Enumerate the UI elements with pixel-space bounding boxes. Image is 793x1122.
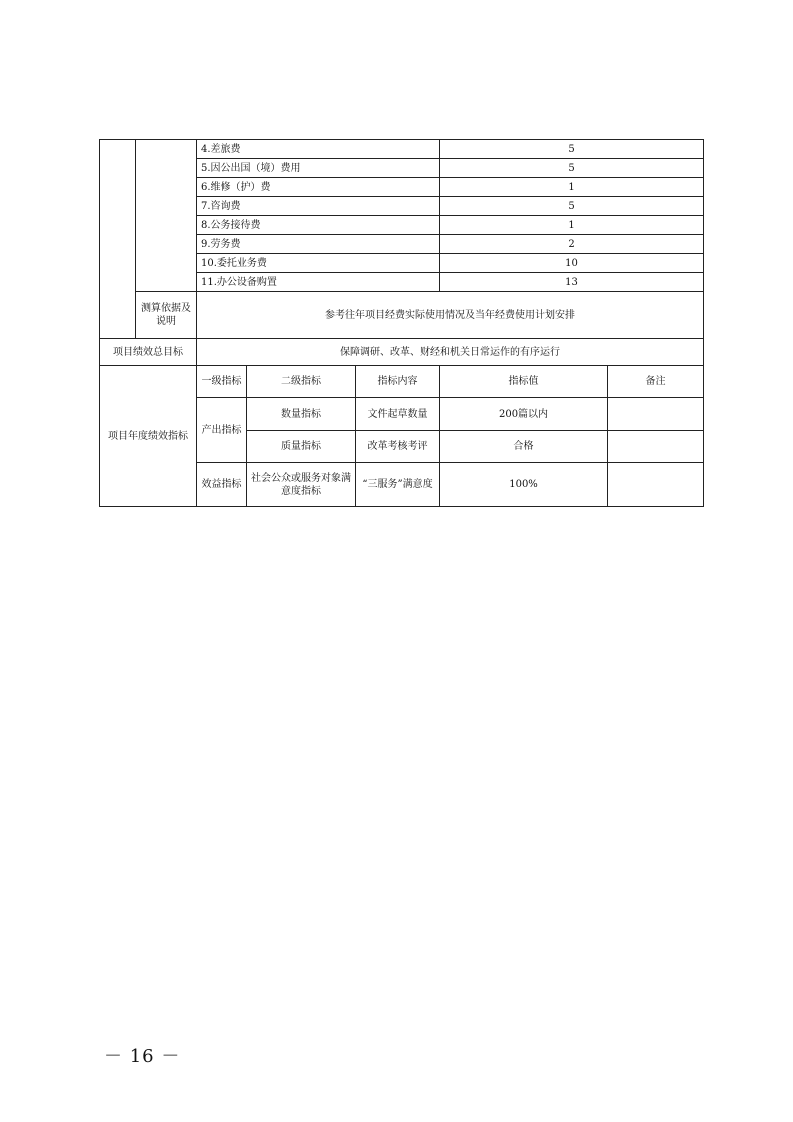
expense-item-name: 11.办公设备购置	[197, 273, 440, 292]
output-indicator-label: 产出指标	[197, 398, 247, 463]
level2-indicator: 数量指标	[247, 398, 356, 431]
expense-item-value: 1	[440, 216, 704, 235]
expense-item-value: 5	[440, 140, 704, 159]
expense-item-value: 5	[440, 159, 704, 178]
indicator-note	[608, 398, 704, 431]
table-row	[100, 366, 704, 398]
indicator-value: 200篇以内	[440, 398, 608, 431]
benefit-indicator-label: 效益指标	[197, 463, 247, 507]
basis-label: 测算依据及说明	[136, 292, 197, 339]
indicator-note	[608, 431, 704, 463]
blank-cell	[136, 140, 197, 292]
expense-item-name: 8.公务接待费	[197, 216, 440, 235]
basis-text: 参考往年项目经费实际使用情况及当年经费使用计划安排	[197, 292, 704, 339]
column-header: 指标值	[440, 366, 608, 398]
indicator-content: 改革考核考评	[356, 431, 440, 463]
column-header: 指标内容	[356, 366, 440, 398]
indicator-content: 文件起草数量	[356, 398, 440, 431]
budget-performance-table	[99, 139, 704, 507]
annual-indicators-label: 项目年度绩效指标	[100, 366, 197, 507]
level2-indicator: 社会公众或服务对象满意度指标	[247, 463, 356, 507]
table-row	[100, 292, 704, 339]
expense-item-name: 4.差旅费	[197, 140, 440, 159]
expense-item-value: 10	[440, 254, 704, 273]
overall-goal-label: 项目绩效总目标	[100, 339, 197, 366]
expense-item-value: 5	[440, 197, 704, 216]
indicator-note	[608, 463, 704, 507]
expense-item-value: 1	[440, 178, 704, 197]
column-header: 一级指标	[197, 366, 247, 398]
expense-item-name: 9.劳务费	[197, 235, 440, 254]
expense-item-name: 10.委托业务费	[197, 254, 440, 273]
expense-item-value: 2	[440, 235, 704, 254]
indicator-content: “三服务”满意度	[356, 463, 440, 507]
expense-item-name: 7.咨询费	[197, 197, 440, 216]
column-header: 备注	[608, 366, 704, 398]
column-header: 二级指标	[247, 366, 356, 398]
table-row	[100, 140, 704, 159]
indicator-value: 合格	[440, 431, 608, 463]
table-row	[100, 339, 704, 366]
overall-goal-text: 保障调研、改革、财经和机关日常运作的有序运行	[197, 339, 704, 366]
expense-item-name: 6.维修（护）费	[197, 178, 440, 197]
page-number: － 16 －	[104, 1046, 181, 1067]
indicator-value: 100%	[440, 463, 608, 507]
level2-indicator: 质量指标	[247, 431, 356, 463]
expense-item-value: 13	[440, 273, 704, 292]
blank-cell	[100, 140, 136, 339]
expense-item-name: 5.因公出国（境）费用	[197, 159, 440, 178]
